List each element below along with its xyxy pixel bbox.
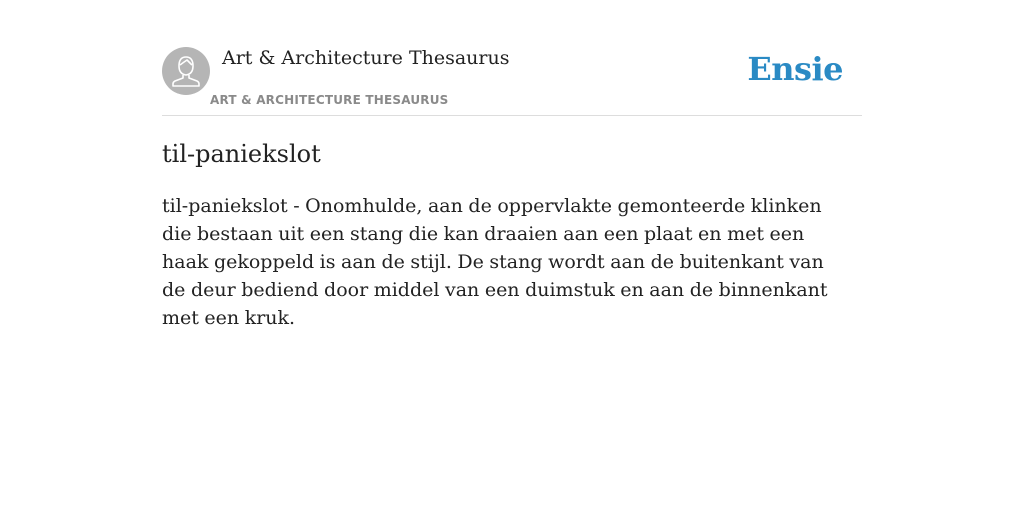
definition-card xyxy=(162,0,862,512)
card-header xyxy=(162,0,862,116)
entry-definition: til-paniekslot - Onomhulde, aan de oppervlakte gemonteerde klinken die bestaan uit een stang die kan draaien aan een plaat en met een haak gekoppeld is aan de stijl. De stang wordt aan de buitenkant van de deur bediend door middel van een duimstuk en aan de binnenkant met een kruk. xyxy=(162,195,828,329)
author-name[interactable]: Art & Architecture Thesaurus xyxy=(222,47,510,69)
user-avatar-icon[interactable] xyxy=(162,47,210,95)
entry-title: til-paniekslot xyxy=(162,140,321,168)
ensie-logo[interactable]: Ensie xyxy=(747,50,843,88)
author-subtitle[interactable]: ART & ARCHITECTURE THESAURUS xyxy=(210,93,449,107)
